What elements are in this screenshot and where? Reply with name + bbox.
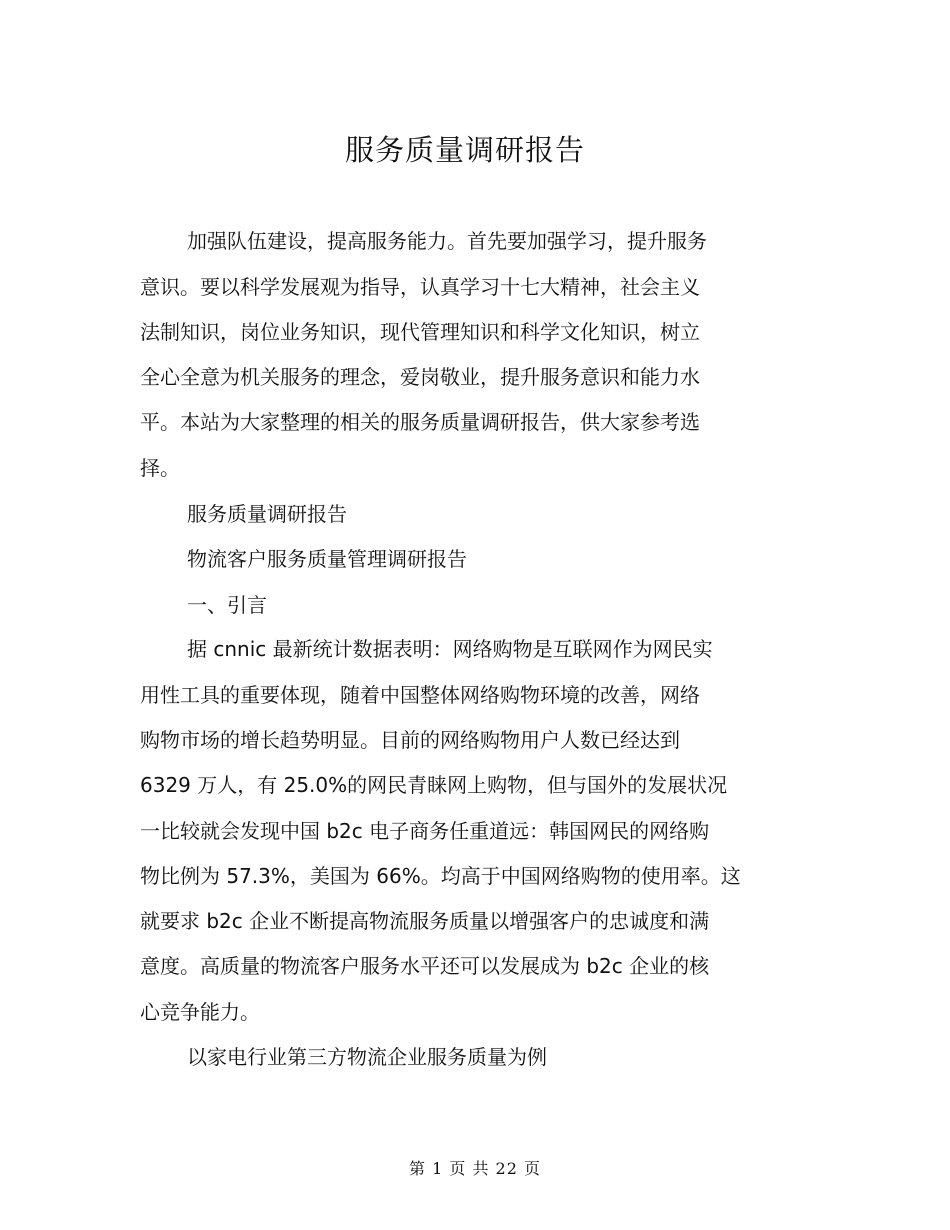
document-title: 服务质量调研报告 [344,133,585,167]
paragraph-line-6: 择。 [140,456,180,480]
subheading-logistics-report: 物流客户服务质量管理调研报告 [187,547,467,571]
paragraph-line-14: 意度。高质量的物流客户服务水平还可以发展成为 b2c 企业的核 [140,954,710,978]
paragraph-line-7: 据 cnnic 最新统计数据表明：网络购物是互联网作为网民实 [187,637,713,661]
section-heading-introduction: 一、引言 [187,593,267,617]
page-number-footer: 第 1 页 共 22 页 [409,1159,541,1178]
paragraph-line-11: 一比较就会发现中国 b2c 电子商务任重道远：韩国网民的网络购 [140,819,710,843]
paragraph-line-2: 意识。要以科学发展观为指导，认真学习十七大精神，社会主义 [140,275,700,299]
paragraph-line-4: 全心全意为机关服务的理念，爱岗敬业，提升服务意识和能力水 [140,365,700,389]
paragraph-line-13: 就要求 b2c 企业不断提高物流服务质量以增强客户的忠诚度和满 [140,909,710,933]
paragraph-line-15: 心竞争能力。 [140,1000,260,1024]
paragraph-line-10: 6329 万人，有 25.0%的网民青睐网上购物，但与国外的发展状况 [140,773,728,797]
paragraph-line-12: 物比例为 57.3%，美国为 66%。均高于中国网络购物的使用率。这 [140,864,741,888]
paragraph-line-9: 购物市场的增长趋势明显。目前的网络购物用户人数已经达到 [140,728,680,752]
paragraph-line-16: 以家电行业第三方物流企业服务质量为例 [187,1045,547,1069]
paragraph-line-5: 平。本站为大家整理的相关的服务质量调研报告，供大家参考选 [140,410,700,434]
paragraph-line-1: 加强队伍建设，提高服务能力。首先要加强学习，提升服务 [187,229,707,253]
paragraph-line-3: 法制知识，岗位业务知识，现代管理知识和科学文化知识，树立 [140,320,700,344]
paragraph-line-8: 用性工具的重要体现，随着中国整体网络购物环境的改善，网络 [140,683,700,707]
subheading-report-title: 服务质量调研报告 [187,502,347,526]
